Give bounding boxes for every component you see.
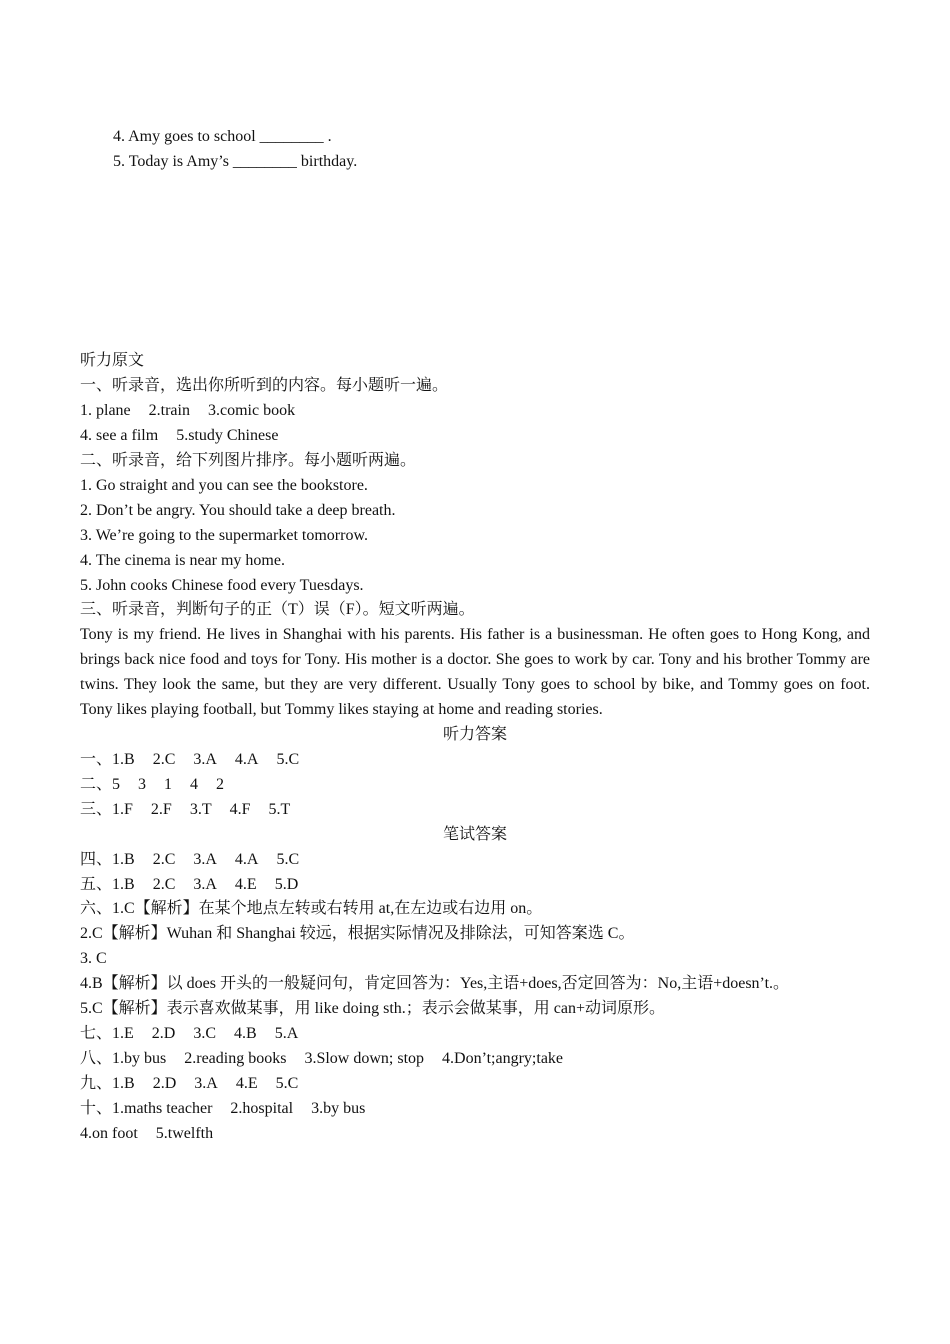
part2-item: 5. John cooks Chinese food every Tuesdays.: [80, 577, 364, 594]
section6-line: 4.B【解析】以 does 开头的一般疑问句，肯定回答为：Yes,主语+does,否定回答为：No,主语+doesn’t.。: [80, 975, 790, 992]
answer: 3: [138, 776, 147, 793]
answer: 4.E: [235, 1075, 258, 1092]
written-answers-row-9: [80, 1071, 870, 1096]
listening-answers-title: 听力答案: [442, 726, 507, 743]
section6-line: 3. C: [80, 950, 107, 967]
answer: 3.T: [189, 801, 212, 818]
answer: 5.A: [274, 1025, 299, 1042]
answer: 五、1.B: [80, 876, 135, 893]
answer: 4: [190, 776, 199, 793]
answer: 4.A: [234, 851, 259, 868]
answer: 5.D: [274, 876, 299, 893]
answer: 4.F: [229, 801, 251, 818]
written-answers-row-5: [80, 872, 870, 897]
written-answers-title: 笔试答案: [442, 826, 507, 843]
answer: 5.twelfth: [155, 1125, 214, 1142]
answer: 三、1.F: [80, 801, 133, 818]
listening-script-title: 听力原文: [80, 352, 145, 369]
written-answers-row-7: [80, 1021, 870, 1046]
answer: 2.hospital: [230, 1100, 294, 1117]
listening-answers-row: [80, 747, 870, 772]
answer: 4.E: [234, 876, 257, 893]
answer: 十、1.maths teacher: [80, 1100, 213, 1117]
answer: 七、1.E: [80, 1025, 134, 1042]
answer: 2.reading books: [184, 1050, 287, 1067]
answer: 5.T: [268, 801, 291, 818]
answer: 3.A: [194, 1075, 218, 1092]
part1-item: 4. see a film: [80, 427, 159, 444]
written-answers-row-10a: [80, 1096, 870, 1121]
part2-item: 3. We’re going to the supermarket tomorrow.: [80, 527, 368, 544]
answer: 2.C: [152, 751, 176, 768]
answer: 2.D: [151, 1025, 176, 1042]
part1-heading: 一、听录音，选出你所听到的内容。每小题听一遍。: [80, 377, 449, 394]
answer: 4.Don’t;angry;take: [442, 1050, 564, 1067]
answer: 3.by bus: [311, 1100, 366, 1117]
part1-row1: [80, 398, 870, 423]
answer: 1: [164, 776, 173, 793]
answer: 4.A: [234, 751, 259, 768]
answer: 5.C: [275, 1075, 299, 1092]
answer: 3.A: [193, 751, 217, 768]
answer: 九、1.B: [80, 1075, 135, 1092]
answer: 2.F: [150, 801, 172, 818]
answer: 3.Slow down; stop: [304, 1050, 425, 1067]
answer: 5.C: [276, 751, 300, 768]
answer: 二、5: [80, 776, 121, 793]
answer: 5.C: [276, 851, 300, 868]
part1-item: 1. plane: [80, 402, 131, 419]
fill-question-5: 5. Today is Amy’s ________ birthday.: [113, 153, 358, 170]
part1-item: 2.train: [148, 402, 190, 419]
part1-item: 3.comic book: [207, 402, 296, 419]
written-answers-row-8: [80, 1046, 870, 1071]
part2-item: 2. Don’t be angry. You should take a deep breath.: [80, 502, 396, 519]
part1-row2: [80, 423, 870, 448]
part3-heading: 三、听录音，判断句子的正（T）误（F）。短文听两遍。: [80, 601, 475, 618]
part1-item: 5.study Chinese: [176, 427, 279, 444]
answer: 2.D: [152, 1075, 177, 1092]
listening-answers-row: [80, 797, 870, 822]
part3-passage: Tony is my friend. He lives in Shanghai with his parents. His father is a businessman. He often goes to Hong Kong, and brings back nice food and toys for Tony. His mother is a doctor. She goes to work by car. Tony and his brother Tommy are twins. They look the same, but they are very different. Usually Tony goes to school by bike, and Tommy goes on foot. Tony likes playing football, but Tommy likes staying at home and reading stories.: [80, 626, 870, 718]
answer: 一、1.B: [80, 751, 135, 768]
answer: 3.A: [193, 876, 217, 893]
section6-line: 2.C【解析】Wuhan 和 Shanghai 较远，根据实际情况及排除法，可知答案选 C。: [80, 925, 635, 942]
answer: 2: [216, 776, 225, 793]
answer: 2.C: [152, 851, 176, 868]
answer: 八、1.by bus: [80, 1050, 167, 1067]
written-answers-row-10b: [80, 1121, 870, 1146]
section6-line: 六、1.C【解析】在某个地点左转或右转用 at,在左边或右边用 on。: [80, 900, 543, 917]
answer: 4.B: [234, 1025, 257, 1042]
written-answers-row-4: [80, 847, 870, 872]
answer: 四、1.B: [80, 851, 135, 868]
listening-answers-row: [80, 772, 870, 797]
part2-item: 4. The cinema is near my home.: [80, 552, 285, 569]
part2-heading: 二、听录音，给下列图片排序。每小题听两遍。: [80, 452, 417, 469]
answer: 4.on foot: [80, 1125, 138, 1142]
answer: 3.A: [193, 851, 217, 868]
fill-question-4: 4. Amy goes to school ________ .: [113, 128, 332, 145]
answer: 3.C: [193, 1025, 217, 1042]
answer: 2.C: [152, 876, 176, 893]
part2-item: 1. Go straight and you can see the bookstore.: [80, 477, 368, 494]
section6-line: 5.C【解析】表示喜欢做某事，用 like doing sth.；表示会做某事，用 can+动词原形。: [80, 1000, 666, 1017]
